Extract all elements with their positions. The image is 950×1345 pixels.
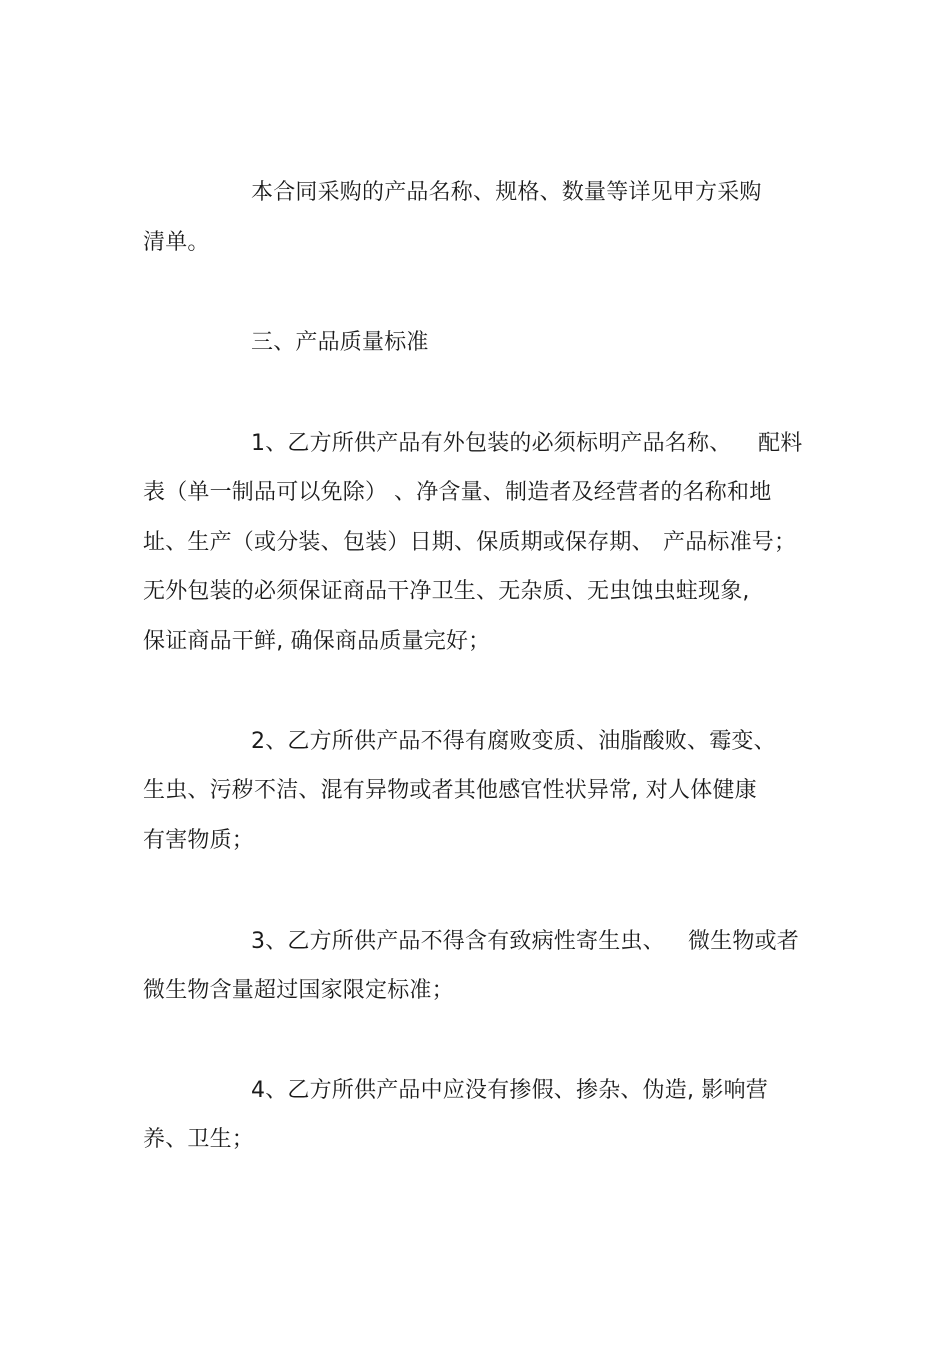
clause-1-line-2-part-2: 、净含量、制造者及经营者的名称和地 — [394, 480, 772, 505]
clause-4-line-1: 4、乙方所供产品中应没有掺假、掺杂、伪造, 影响营 — [251, 1078, 768, 1103]
paragraph-1-line-1: 本合同采购的产品名称、规格、数量等详见甲方采购 — [251, 180, 762, 205]
clause-1-line-5: 保证商品干鲜, 确保商品质量完好； — [143, 629, 491, 654]
section-heading: 三、产品质量标准 — [251, 330, 429, 355]
paragraph-1-line-2: 清单。 — [143, 230, 210, 255]
clause-2-line-3: 有害物质； — [143, 828, 255, 853]
clause-1-line-2-part-1: 表（单一制品可以免除） — [143, 480, 388, 505]
clause-2-line-2: 生虫、污秽不洁、混有异物或者其他感官性状异常, 对人体健康 — [143, 778, 757, 803]
clause-1-line-3-part-2: 包装）日期、保质期或保存期、 — [343, 530, 654, 555]
clause-1-line-1: 1、乙方所供产品有外包装的必须标明产品名称、 — [251, 431, 732, 456]
clause-3-line-1: 3、乙方所供产品不得含有致病性寄生虫、 — [251, 929, 665, 954]
clause-3-line-1-tail: 微生物或者 — [688, 929, 800, 954]
clause-3-line-2: 微生物含量超过国家限定标准； — [143, 978, 454, 1003]
clause-4-line-2: 养、卫生； — [143, 1127, 255, 1152]
clause-1-line-4: 无外包装的必须保证商品干净卫生、无杂质、无虫蚀虫蛀现象, — [143, 579, 750, 604]
clause-1-line-1-tail: 配料 — [758, 431, 803, 456]
clause-2-line-1: 2、乙方所供产品不得有腐败变质、油脂酸败、霉变、 — [251, 729, 776, 754]
clause-1-line-3-part-1: 址、生产（或分装、 — [143, 530, 343, 555]
clause-1-line-3-part-3: 产品标准号； — [663, 530, 797, 555]
